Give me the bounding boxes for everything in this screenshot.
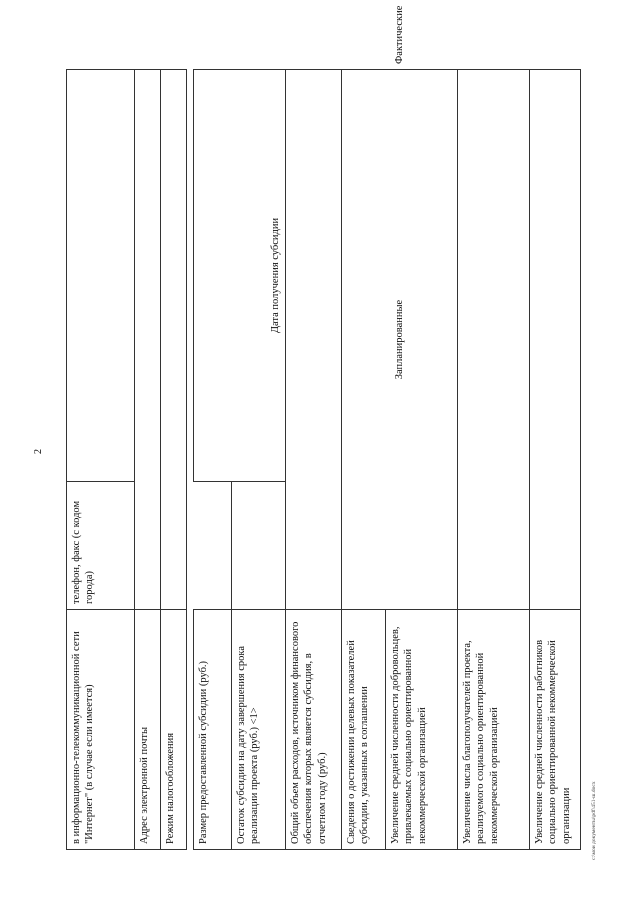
volunteers-label-cell: [386, 610, 458, 850]
subsidy-date-cell: [194, 70, 286, 482]
report-form: [66, 5, 578, 850]
tax-regime-label: Режим налогообложения: [165, 732, 176, 844]
volunteers-label: Увеличение средней численности добровольцев, привлекаемых социально ориентированной некоммерческой организацией: [390, 626, 428, 844]
table-row: [161, 70, 187, 850]
table-row: [187, 70, 194, 850]
footer-path-text: c:\мои документы\pdf\451-ш.docx: [591, 781, 597, 860]
report-table: [66, 5, 581, 850]
employees-label-cell: [530, 610, 581, 850]
phone-fax-cell: [67, 482, 135, 610]
email-label: Адрес электронной почты: [139, 726, 150, 844]
subsidy-size-label-cell: [194, 610, 232, 850]
subsidy-balance-label: Остаток субсидии на дату завершения срока реализации проекта (руб.) <1>: [236, 645, 261, 844]
beneficiaries-label-cell: [458, 610, 530, 850]
targets-label-cell: [342, 610, 386, 850]
planned-header-cell: [342, 70, 458, 610]
table-row: [135, 70, 161, 850]
beneficiaries-planned-cell: [458, 70, 530, 610]
email-label-cell: [135, 610, 161, 850]
employees-planned-cell: [530, 70, 581, 610]
phone-fax-label: телефон, факс (с кодом города): [71, 500, 96, 604]
subsidy-size-value-cell: [194, 482, 232, 610]
planned-label: Запланированные: [393, 299, 405, 380]
tax-regime-value-cell: [161, 70, 187, 610]
page-number: [33, 446, 44, 457]
employees-label: Увеличение средней численности работников социально ориентированной некоммерческой организации: [534, 639, 572, 844]
email-value-cell: [135, 70, 161, 610]
subsidy-balance-label-cell: [232, 610, 286, 850]
table-row: [530, 70, 581, 850]
total-expenses-label: Общий объем расходов, источником финансового обеспечения которых является субсидия, в отчетном году (руб.): [290, 621, 328, 844]
tax-regime-label-cell: [161, 610, 187, 850]
subsidy-size-label: Размер предоставленной субсидии (руб.): [198, 660, 209, 844]
internet-value-cell: [67, 70, 135, 482]
table-row: [458, 70, 530, 850]
total-expenses-value-cell: [286, 70, 342, 610]
table-row: [342, 70, 386, 850]
actual-label: Фактические: [393, 5, 405, 64]
subsidy-date-label: Дата получения субсидии: [269, 217, 281, 334]
internet-label-cell: [67, 610, 135, 850]
table-row: [67, 70, 135, 850]
beneficiaries-label: Увеличение числа благополучателей проекта, реализуемого социально ориентированной некоммерческой организацией: [462, 640, 500, 844]
page-number-text: 2: [33, 449, 44, 454]
targets-label: Сведения о достижении целевых показателей субсидии, указанных в соглашении: [346, 640, 371, 844]
subsidy-balance-value-cell: [232, 482, 286, 610]
total-expenses-label-cell: [286, 610, 342, 850]
table-row: [286, 70, 342, 850]
table-row: [194, 70, 232, 850]
footer-path: [591, 781, 640, 866]
internet-label: в информационно-телекоммуникационной сети "Интернет" (в случае если имеется): [71, 631, 96, 844]
